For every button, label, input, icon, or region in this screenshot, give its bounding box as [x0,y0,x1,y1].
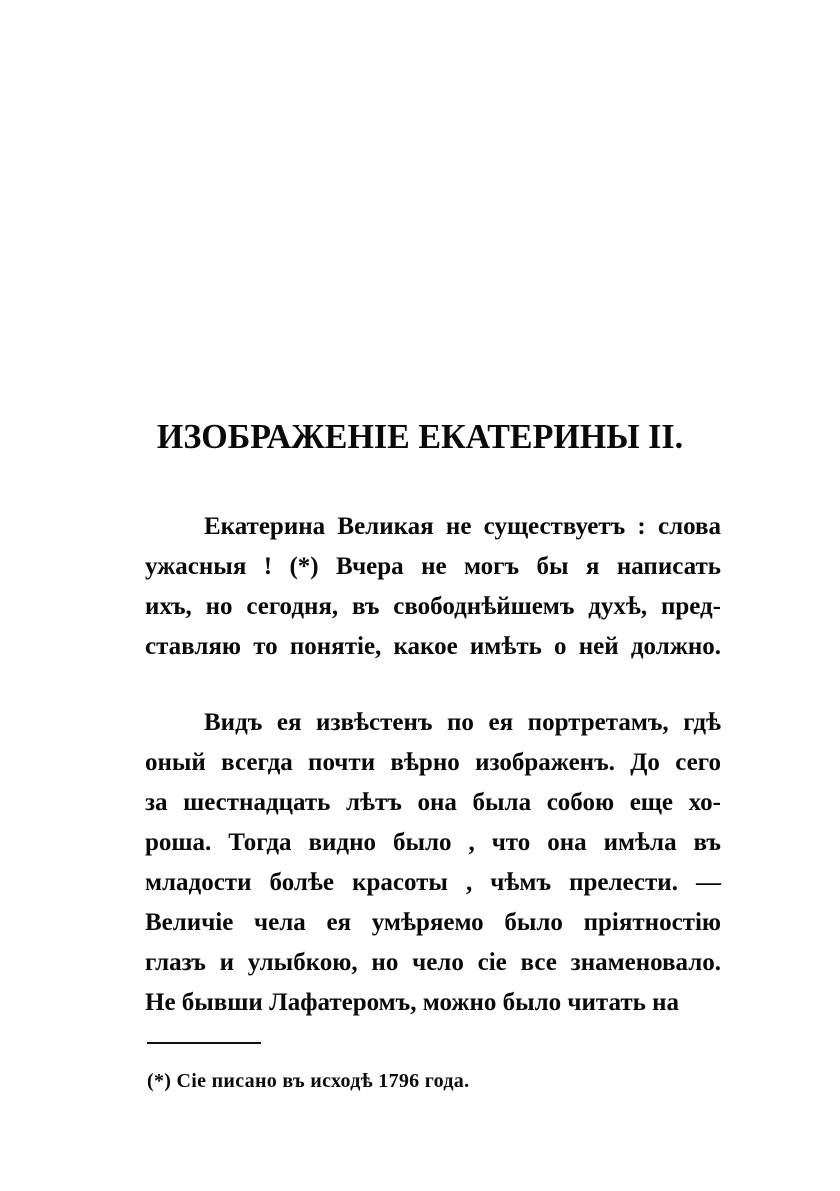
footnote: (*) Сіе писано въ исходѣ 1796 года. [147,1070,470,1092]
paragraph-1-line-3: ихъ, но сегодня, въ свободнѣйшемъ духѣ, пред- [145,593,721,620]
paragraph-2-line-2: оный всегда почти вѣрно изображенъ. До сего [145,749,721,776]
paragraph-2-line-3: за шестнадцать лѣтъ она была собою еще хо- [145,789,721,816]
paragraph-1-line-1: Екатерина Великая не существуетъ : слова [204,513,721,540]
paragraph-2-line-7: глазъ и улыбкою, но чело сіе все знаменовало. [145,949,721,976]
paragraph-2-line-8: Не бывши Лафатеромъ, можно было читать на [145,989,680,1016]
paragraph-2-line-6: Величіе чела ея умѣряемо было пріятностію [145,909,721,936]
chapter-title: ИЗОБРАЖЕНІЕ ЕКАТЕРИНЫ II. [156,418,684,457]
footnote-divider [147,1042,261,1044]
paragraph-2-line-4: роша. Тогда видно было , что она имѣла въ [145,829,721,856]
paragraph-1-line-4: ставляю то понятіе, какое имѣть о ней должно. [145,633,721,660]
paragraph-2-line-5: младости болѣе красоты , чѣмъ прелести. — [145,869,721,896]
paragraph-2-line-1: Видъ ея извѣстенъ по ея портретамъ, гдѣ [204,709,721,736]
paragraph-1-line-2: ужасныя ! (*) Вчера не могъ бы я написать [145,553,721,580]
